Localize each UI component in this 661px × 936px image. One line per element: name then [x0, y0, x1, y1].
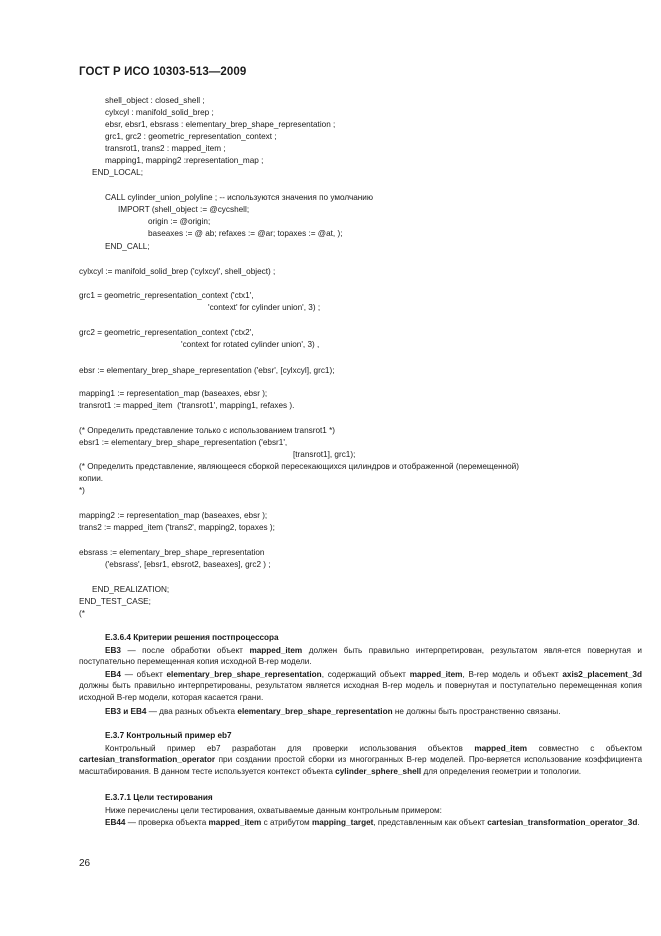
- label-eb4: EB4: [105, 670, 121, 679]
- code-line: (*: [79, 609, 85, 618]
- label-eb3: EB3: [105, 646, 121, 655]
- code-line: grc1, grc2 : geometric_representation_context ;: [105, 132, 277, 141]
- code-line: cylxcyl : manifold_solid_brep ;: [105, 108, 214, 117]
- code-line: mapping1 := representation_map (baseaxes, ebsr );: [79, 389, 268, 398]
- code-line: origin := @origin;: [148, 217, 211, 226]
- code-line: ebsr := elementary_brep_shape_representation ('ebsr', [cylxcyl], grc1);: [79, 366, 335, 375]
- section-heading-e371: E.3.7.1 Цели тестирования: [105, 793, 213, 802]
- code-line: CALL cylinder_union_polyline ; -- используются значения по умолчанию: [105, 193, 374, 202]
- section-heading-e37: E.3.7 Контрольный пример eb7: [105, 731, 232, 740]
- paragraph-eb44: EB44 — проверка объекта mapped_item с атрибутом mapping_target, представленным как объект cartesian_transformation_operator_3d.: [105, 818, 640, 827]
- code-line: ('ebsrass', [ebsr1, ebsrot2, baseaxes], grc2 ) ;: [105, 560, 271, 569]
- code-comment: копии.: [79, 474, 104, 483]
- code-line: grc1 = geometric_representation_context ('ctx1',: [79, 291, 254, 300]
- code-line: ebsr1 := elementary_brep_shape_representation ('ebsr1',: [79, 438, 288, 447]
- code-line: shell_object : closed_shell ;: [105, 96, 205, 105]
- code-line: END_CALL;: [105, 242, 150, 251]
- code-line: ebsrass := elementary_brep_shape_representation: [79, 548, 265, 557]
- paragraph-eb4: EB4 — объект elementary_brep_shape_representation, содержащий объект mapped_item, В-rep модель и объект axis2_placement_3d должны быть правильно интерпретированы, результатом является исходная В-rep модель и повернутая и поступательно перемещенная копия исходной В-rep модели, которая касается грани.: [79, 670, 642, 702]
- code-line: mapping2 := representation_map (baseaxes, ebsr );: [79, 511, 268, 520]
- code-comment: (* Определить представление, являющееся сборкой пересекающихся цилиндров и отображенной (перемещенной): [79, 462, 519, 471]
- paragraph-e37: Контрольный пример eb7 разработан для проверки использования объектов mapped_item совместно с объектом cartesian_transformation_operator при создании простой сборки из многогранных В-rep моделей. Про-веряется использование коэффициента масштабирования. В данном тесте используется контекст объекта cylinder_sphere_shell для определения геометрии и топологии.: [79, 744, 642, 776]
- paragraph-eb3-eb4: EB3 и EB4 — два разных объекта elementary_brep_shape_representation не должны быть пространственно связаны.: [105, 707, 561, 716]
- paragraph-eb3: EB3 — после обработки объект mapped_item должен быть правильно интерпретирован, результатом явля-ется повернутая и поступательно перемещенная копия исходной В-rep модели.: [79, 646, 643, 667]
- code-comment: *): [79, 486, 85, 495]
- code-line: mapping1, mapping2 :representation_map ;: [105, 156, 264, 165]
- code-line: END_LOCAL;: [92, 168, 143, 177]
- paragraph-e371: Ниже перечислены цели тестирования, охватываемые данным контрольным примером:: [105, 806, 442, 815]
- code-line: 'context for rotated cylinder union', 3) ,: [181, 340, 320, 349]
- page-number: 26: [79, 858, 91, 869]
- code-line: trans2 := mapped_item ('trans2', mapping2, topaxes );: [79, 523, 275, 532]
- code-line: IMPORT (shell_object := @cycshell;: [118, 205, 250, 214]
- code-line: transrot1, trans2 : mapped_item ;: [105, 144, 226, 153]
- code-line: grc2 = geometric_representation_context ('ctx2',: [79, 328, 254, 337]
- code-line: baseaxes := @ ab; refaxes := @ar; topaxes := @at, );: [148, 229, 343, 238]
- code-line: END_TEST_CASE;: [79, 597, 151, 606]
- code-line: END_REALIZATION;: [92, 585, 170, 594]
- section-heading-e364: E.3.6.4 Критерии решения постпроцессора: [105, 633, 279, 642]
- code-comment: (* Определить представление только с использованием transrot1 *): [79, 426, 336, 435]
- code-line: [transrot1], grc1);: [293, 450, 356, 459]
- code-line: 'context' for cylinder union', 3) ;: [208, 303, 321, 312]
- code-line: transrot1 := mapped_item ('transrot1', mapping1, refaxes ).: [79, 401, 295, 410]
- page-header: ГОСТ Р ИСО 10303-513—2009: [79, 66, 247, 78]
- label-eb44: EB44: [105, 818, 126, 827]
- label-eb3-eb4: EB3 и EB4: [105, 707, 147, 716]
- code-line: cylxcyl := manifold_solid_brep ('cylxcyl', shell_object) ;: [79, 267, 276, 276]
- code-line: ebsr, ebsr1, ebsrass : elementary_brep_shape_representation ;: [105, 120, 336, 129]
